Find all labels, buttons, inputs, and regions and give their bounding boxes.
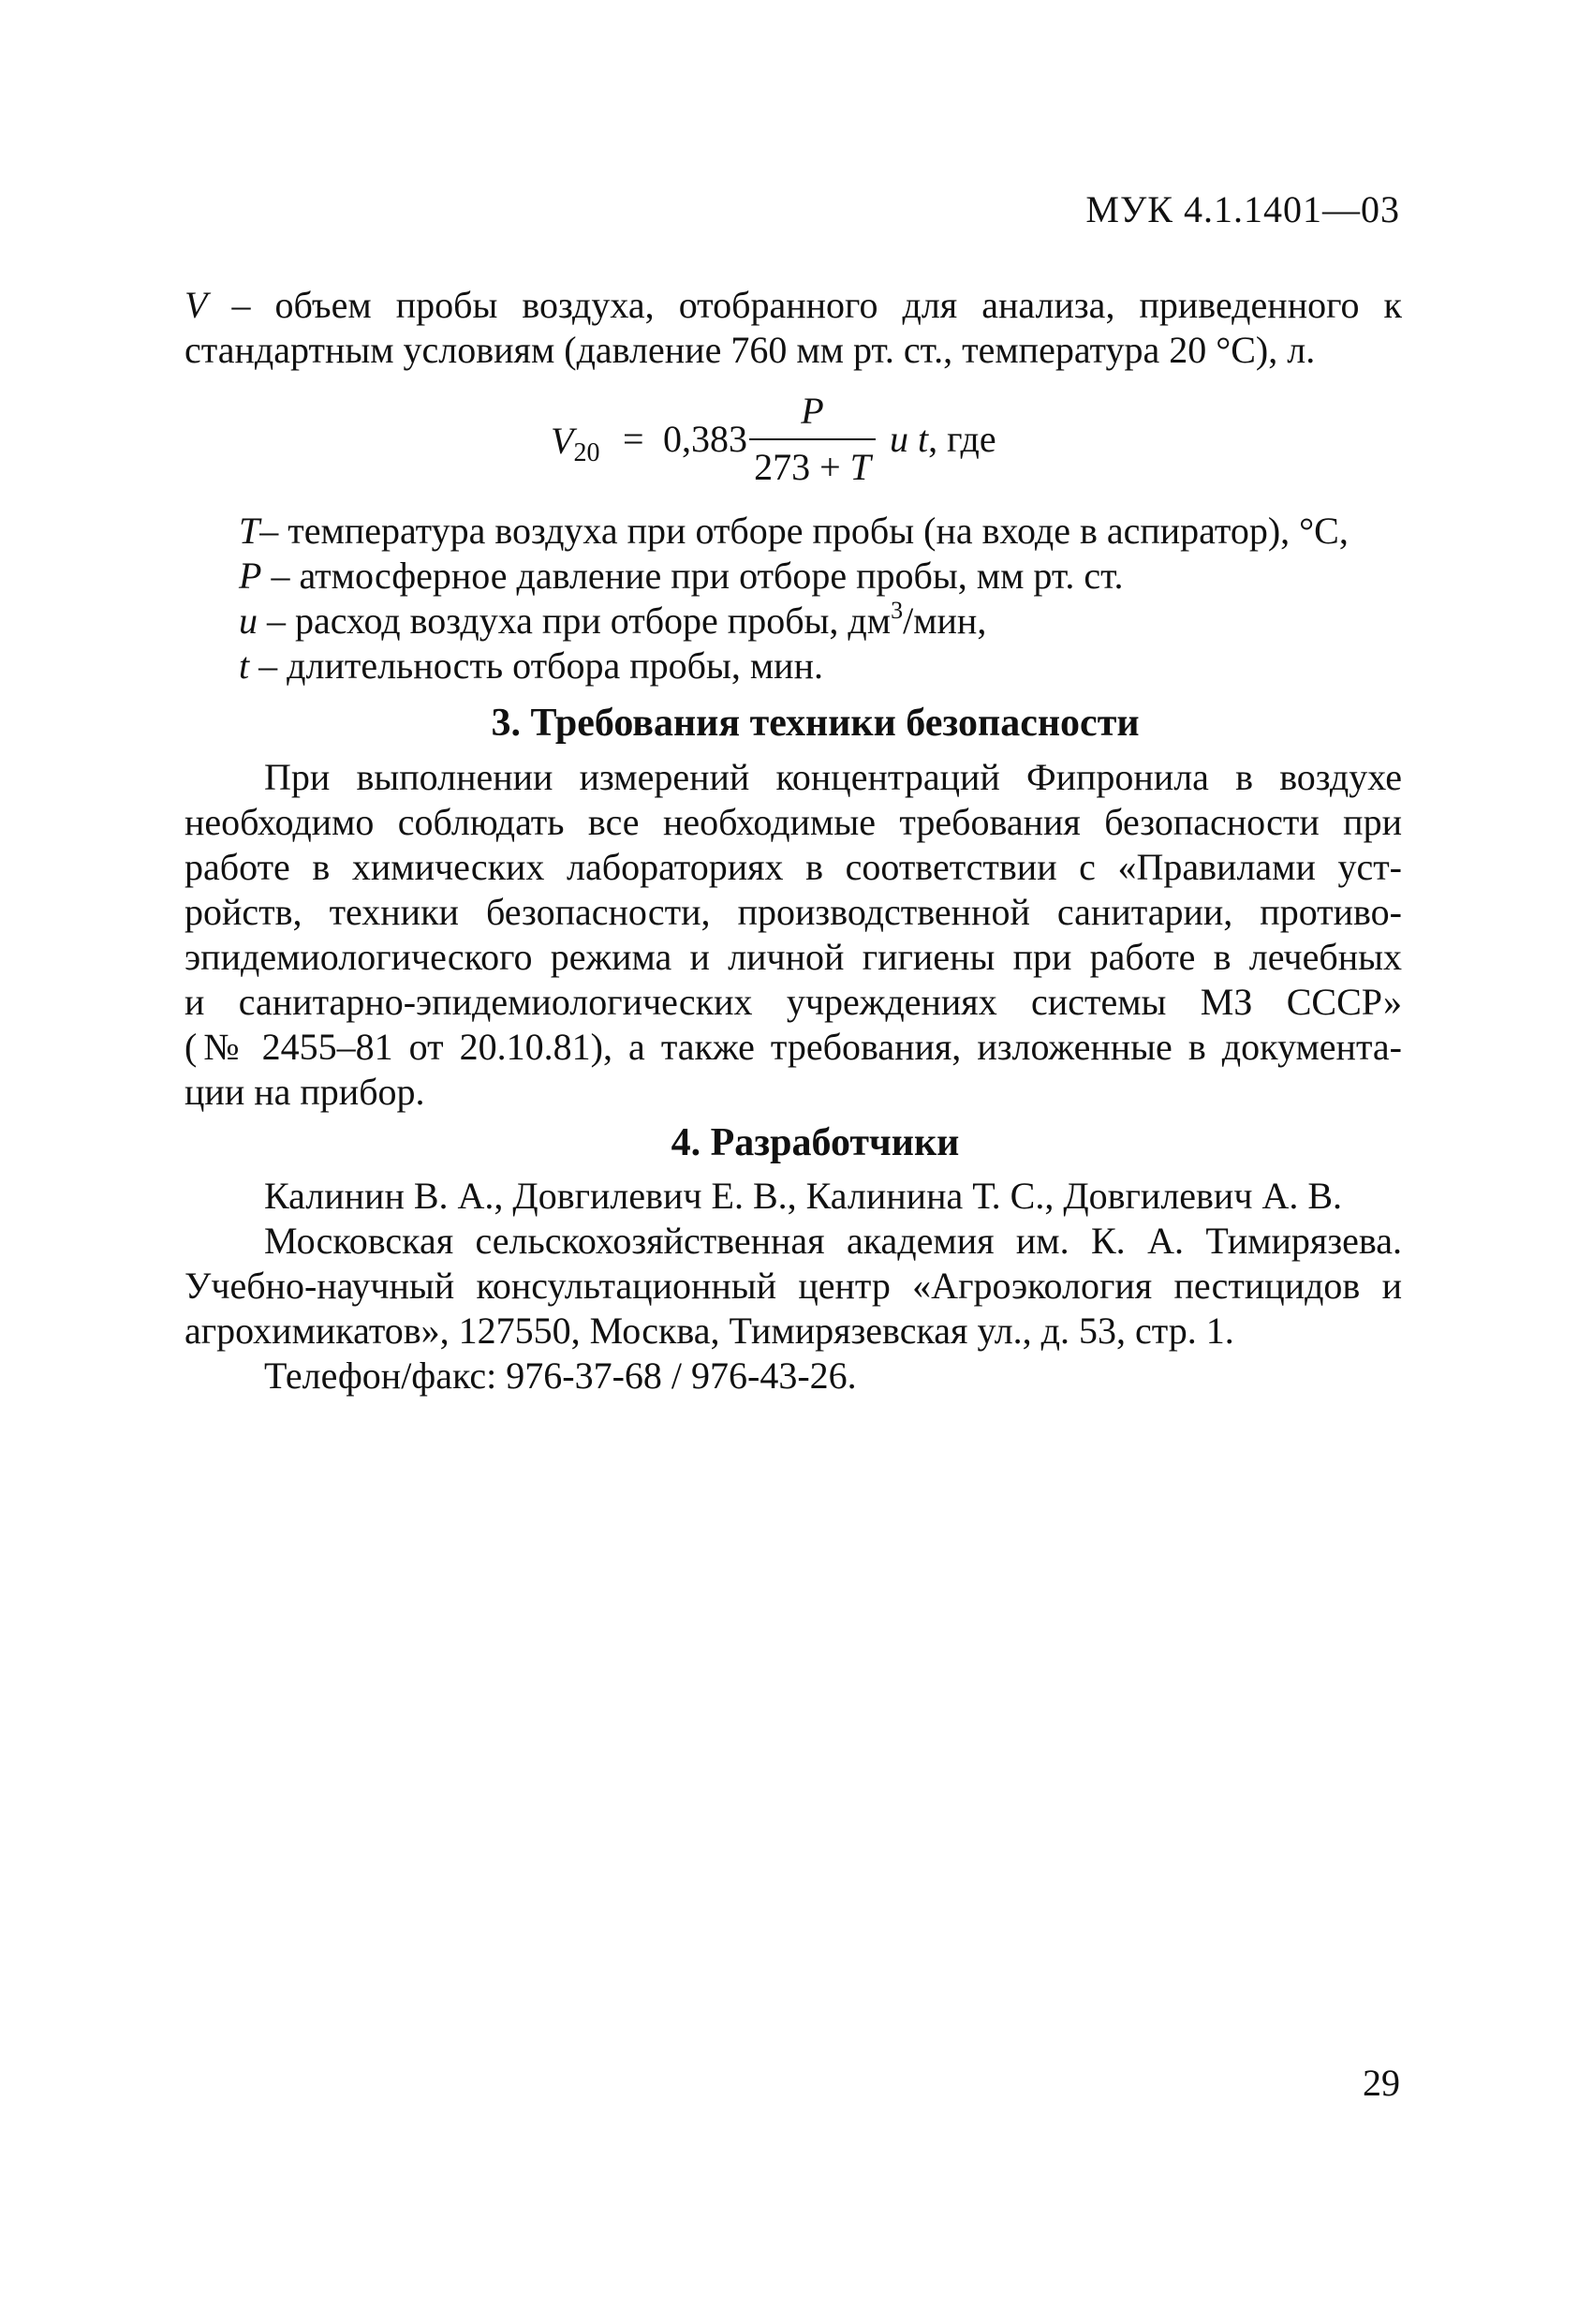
formula-lhs-symbol: V [551, 420, 574, 462]
volume-definition [184, 283, 1402, 373]
formula-tail [890, 417, 996, 461]
section-3-body [184, 755, 1402, 1115]
formula-lhs [551, 419, 599, 468]
definition-superscript: 3 [891, 597, 904, 624]
formula-denominator-const: 273 + [754, 446, 850, 488]
definition-symbol: T [239, 510, 260, 552]
definition-symbol: u [239, 600, 258, 642]
definition-text: – температура воздуха при отборе пробы (на входе в аспиратор), °С, [259, 510, 1349, 552]
volume-symbol: V [184, 284, 208, 326]
formula-coefficient: 0,383 [663, 418, 747, 460]
section-3-line: работе в химических лабораториях в соответствии с «Правилами уст- [184, 846, 1402, 888]
page-number: 29 [1363, 2062, 1400, 2104]
definition-u [239, 599, 1349, 644]
variable-definitions [239, 509, 1349, 688]
formula-tail-vars: u t [890, 418, 929, 460]
section-3-line: ройств, техники безопасности, производственной санитарии, противо- [184, 891, 1402, 933]
volume-definition-line-1 [184, 283, 1402, 328]
formula-lhs-subscript: 20 [573, 438, 600, 467]
formula-tail-word: , где [928, 418, 996, 460]
section-3-line: (№ 2455–81 от 20.10.81), а также требования, изложенные в документа- [184, 1026, 1402, 1068]
formula-fraction-bar [749, 438, 876, 440]
section-4-line: Калинин В. А., Довгилевич Е. В., Калинина Т. С., Довгилевич А. В. [264, 1175, 1343, 1217]
definition-p [239, 554, 1349, 599]
definition-symbol: t [239, 644, 250, 687]
volume-definition-text: – объем пробы воздуха, отобранного для анализа, приведенного к [207, 284, 1402, 326]
definition-text: – атмосферное давление при отборе пробы, мм рт. ст. [261, 555, 1124, 597]
document-code: МУК 4.1.1401—03 [1085, 188, 1400, 230]
formula-denominator-var: T [849, 446, 871, 488]
section-3-line: необходимо соблюдать все необходимые требования безопасности при [184, 801, 1402, 843]
definition-t-duration [239, 644, 1349, 688]
definition-text-tail: /мин, [903, 600, 987, 642]
formula-equals: = [623, 418, 644, 460]
section-4-heading: 4. Разработчики [671, 1121, 960, 1164]
formula-denominator [749, 445, 876, 489]
definition-text: – длительность отбора пробы, мин. [249, 644, 823, 687]
section-4-body [184, 1174, 1402, 1399]
section-3-line: эпидемиологического режима и личной гигиены при работе в лечебных [184, 936, 1402, 978]
section-3-heading: 3. Требования техники безопасности [491, 702, 1140, 745]
formula-fraction [749, 389, 876, 492]
section-4-line: агрохимикатов», 127550, Москва, Тимирязевская ул., д. 53, стр. 1. [184, 1310, 1234, 1352]
definition-t-temp [239, 509, 1349, 554]
volume-definition-line-2: стандартным условиям (давление 760 мм рт. ст., температура 20 °С), л. [184, 329, 1316, 371]
definition-text: – расход воздуха при отборе пробы, дм [258, 600, 892, 642]
section-3-line: При выполнении измерений концентраций Фипронила в воздухе [264, 756, 1402, 798]
section-4-line: Телефон/факс: 976-37-68 / 976-43-26. [264, 1354, 857, 1397]
definition-symbol: P [239, 555, 262, 597]
section-3-line: и санитарно-эпидемиологических учреждениях системы МЗ СССР» [184, 981, 1402, 1023]
section-4-line: Учебно-научный консультационный центр «Агроэкология пестицидов и [184, 1265, 1402, 1307]
section-3-line: ции на прибор. [184, 1071, 425, 1113]
formula-numerator: P [801, 390, 824, 432]
section-4-line: Московская сельскохозяйственная академия им. К. А. Тимирязева. [264, 1220, 1402, 1262]
